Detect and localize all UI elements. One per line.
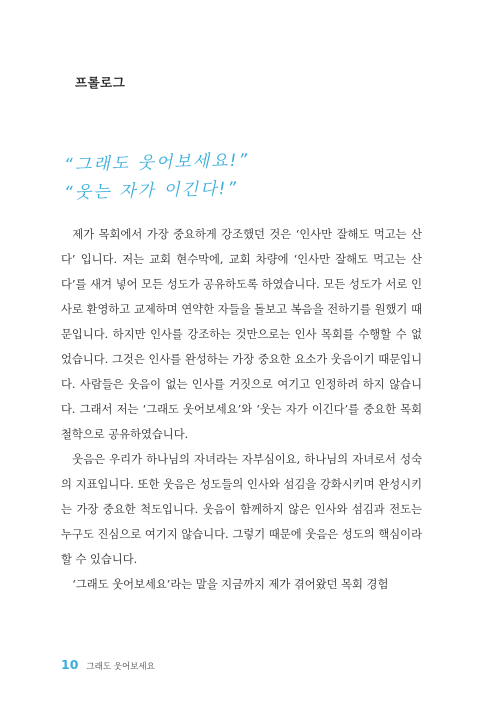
paragraph: 웃음은 우리가 하나님의 자녀라는 자부심이요, 하나님의 자녀로서 성숙의 지표입니다. 또한 웃음은 성도들의 인사와 섬김을 강화시키며 완성시키는 가장 중요한 척도입니다. 웃음이 함께하지 않은 인사와 섬김과 전도는 누구도 진심으로 여기지 않습니다. 그렇기 때문에 웃음은 성도의 핵심이라 할 수 있습니다. [61, 453, 422, 566]
running-title: 그래도 웃어보세요 [86, 662, 155, 672]
handwritten-quote-1: “그래도 웃어보세요!” [63, 150, 250, 176]
page-number: 10 [61, 657, 79, 672]
chapter-heading: 프롤로그 [75, 75, 126, 90]
page-footer [61, 657, 155, 672]
paragraph: 제가 목회에서 가장 중요하게 강조했던 것은 ‘인사만 잘해도 먹고는 산다’ 입니다. 저는 교회 현수막에, 교회 차량에 ‘인사만 잘해도 먹고는 산다’를 새겨 넣어 모든 성도가 공유하도록 하였습니다. 모든 성도가 서로 인사로 환영하고 교제하며 연약한 자들을 돌보고 복음을 전하기를 원했기 때문입니다. 하지만 인사를 강조하는 것만으로는 인사 목회를 수행할 수 없었습니다. 그것은 인사를 완성하는 가장 중요한 요소가 웃음이기 때문입니다. 사람들은 웃음이 없는 인사를 거짓으로 여기고 인정하려 하지 않습니다. 그래서 저는 ‘그래도 웃어보세요’와 ‘웃는 자가 이긴다’를 중요한 목회 철학으로 공유하였습니다. [61, 228, 422, 441]
paragraph: ‘그래도 웃어보세요’라는 말을 지금까지 제가 겪어왔던 목회 경험 [72, 578, 389, 591]
body-text [61, 222, 422, 597]
handwritten-quote-2: “웃는 자가 이긴다!” [63, 178, 239, 204]
